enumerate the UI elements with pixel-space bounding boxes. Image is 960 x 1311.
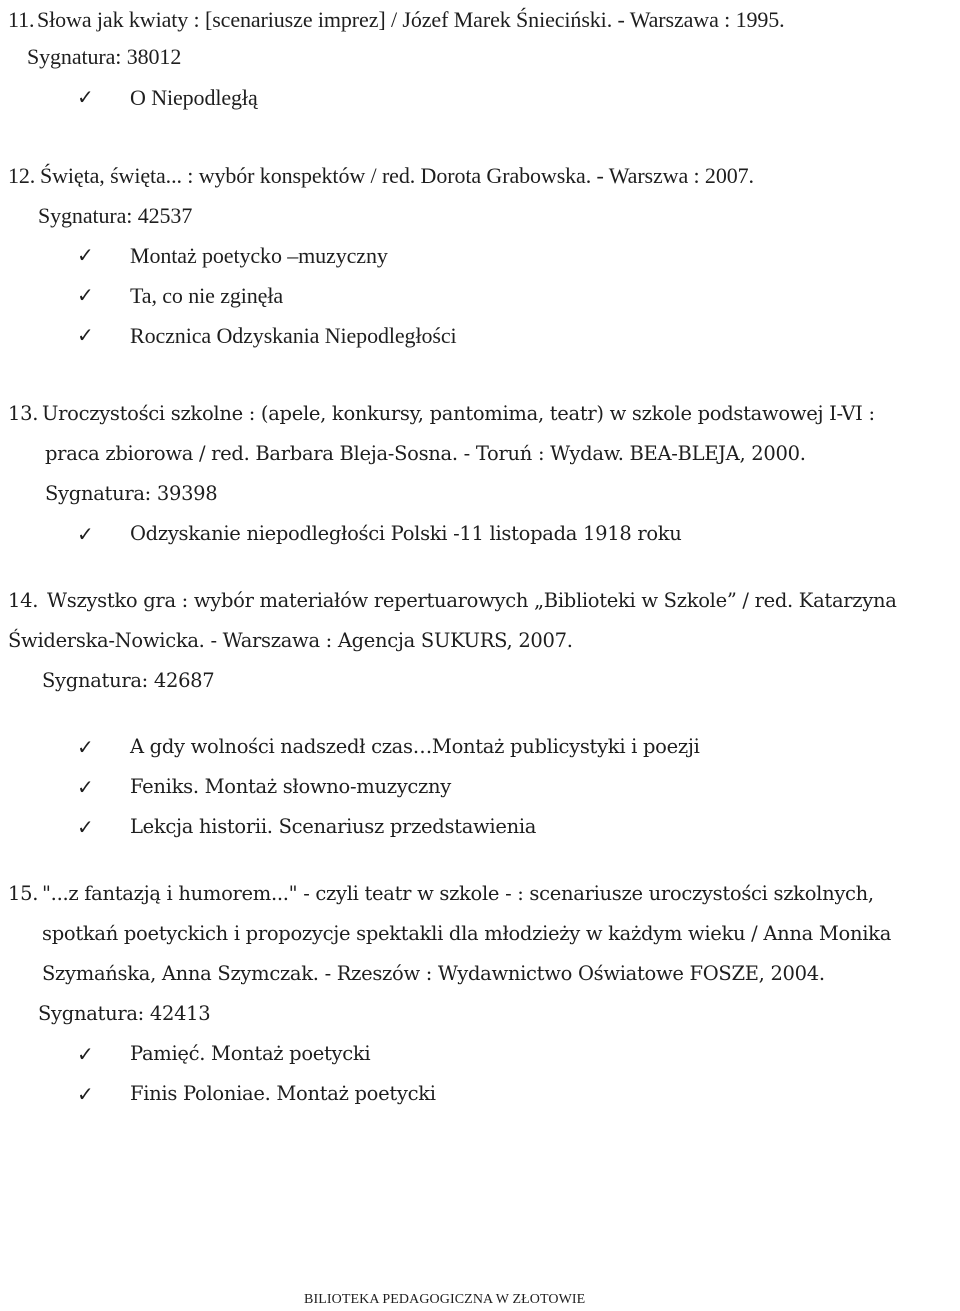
checkmark-icon: ✓ — [77, 243, 94, 267]
list-item: Lekcja historii. Scenariusz przedstawienia — [130, 815, 537, 838]
checkmark-icon: ✓ — [77, 775, 94, 799]
entry-number: 11. — [8, 7, 35, 32]
list-item: Pamięć. Montaż poetycki — [130, 1042, 371, 1065]
entry-title-line: "...z fantazją i humorem..." - czyli teatr w szkole - : scenariusze uroczystości szkolnych, — [42, 882, 874, 905]
entry-number: 14. — [8, 589, 39, 612]
list-item: Finis Poloniae. Montaż poetycki — [130, 1082, 436, 1105]
signature: Sygnatura: 42687 — [42, 669, 215, 692]
page-footer: BILIOTEKA PEDAGOGICZNA W ZŁOTOWIE — [304, 1292, 586, 1307]
list-item: Rocznica Odzyskania Niepodległości — [130, 323, 457, 348]
list-item: Feniks. Montaż słowno-muzyczny — [130, 775, 451, 798]
checkmark-icon: ✓ — [77, 283, 94, 307]
checkmark-icon: ✓ — [77, 1082, 94, 1106]
signature: Sygnatura: 38012 — [27, 44, 182, 69]
entry-number: 12. — [8, 163, 36, 188]
list-item: Odzyskanie niepodległości Polski -11 listopada 1918 roku — [130, 522, 682, 545]
entry-title-line: Słowa jak kwiaty : [scenariusze imprez] / Józef Marek Śnieciński. - Warszawa : 1995. — [37, 7, 785, 32]
checkmark-icon: ✓ — [77, 323, 94, 347]
checkmark-icon: ✓ — [77, 85, 94, 109]
entry-title-line: Uroczystości szkolne : (apele, konkursy, pantomima, teatr) w szkole podstawowej I-VI : — [42, 402, 875, 425]
entry-number: 15. — [8, 882, 39, 905]
checkmark-icon: ✓ — [77, 1042, 94, 1066]
list-item: Montaż poetycko –muzyczny — [130, 243, 388, 268]
entry-title-line: Świderska-Nowicka. - Warszawa : Agencja SUKURS, 2007. — [8, 629, 573, 652]
entry-title-line: Wszystko gra : wybór materiałów repertuarowych „Biblioteki w Szkole” / red. Katarzyna — [47, 589, 897, 612]
entry-title-line: praca zbiorowa / red. Barbara Bleja-Sosna. - Toruń : Wydaw. BEA-BLEJA, 2000. — [45, 442, 806, 465]
checkmark-icon: ✓ — [77, 522, 94, 546]
signature: Sygnatura: 42413 — [38, 1002, 211, 1025]
entry-title-line: Szymańska, Anna Szymczak. - Rzeszów : Wydawnictwo Oświatowe FOSZE, 2004. — [42, 962, 825, 985]
signature: Sygnatura: 39398 — [45, 482, 218, 505]
list-item: A gdy wolności nadszedł czas…Montaż publicystyki i poezji — [130, 735, 700, 758]
list-item: Ta, co nie zginęła — [130, 283, 284, 308]
entry-title-line: Święta, święta... : wybór konspektów / red. Dorota Grabowska. - Warszwa : 2007. — [40, 163, 754, 188]
entry-number: 13. — [8, 402, 39, 425]
entry-title-line: spotkań poetyckich i propozycje spektakli dla młodzieży w każdym wieku / Anna Monika — [42, 922, 892, 945]
list-item: O Niepodległą — [130, 85, 258, 110]
checkmark-icon: ✓ — [77, 815, 94, 839]
checkmark-icon: ✓ — [77, 735, 94, 759]
signature: Sygnatura: 42537 — [38, 203, 193, 228]
